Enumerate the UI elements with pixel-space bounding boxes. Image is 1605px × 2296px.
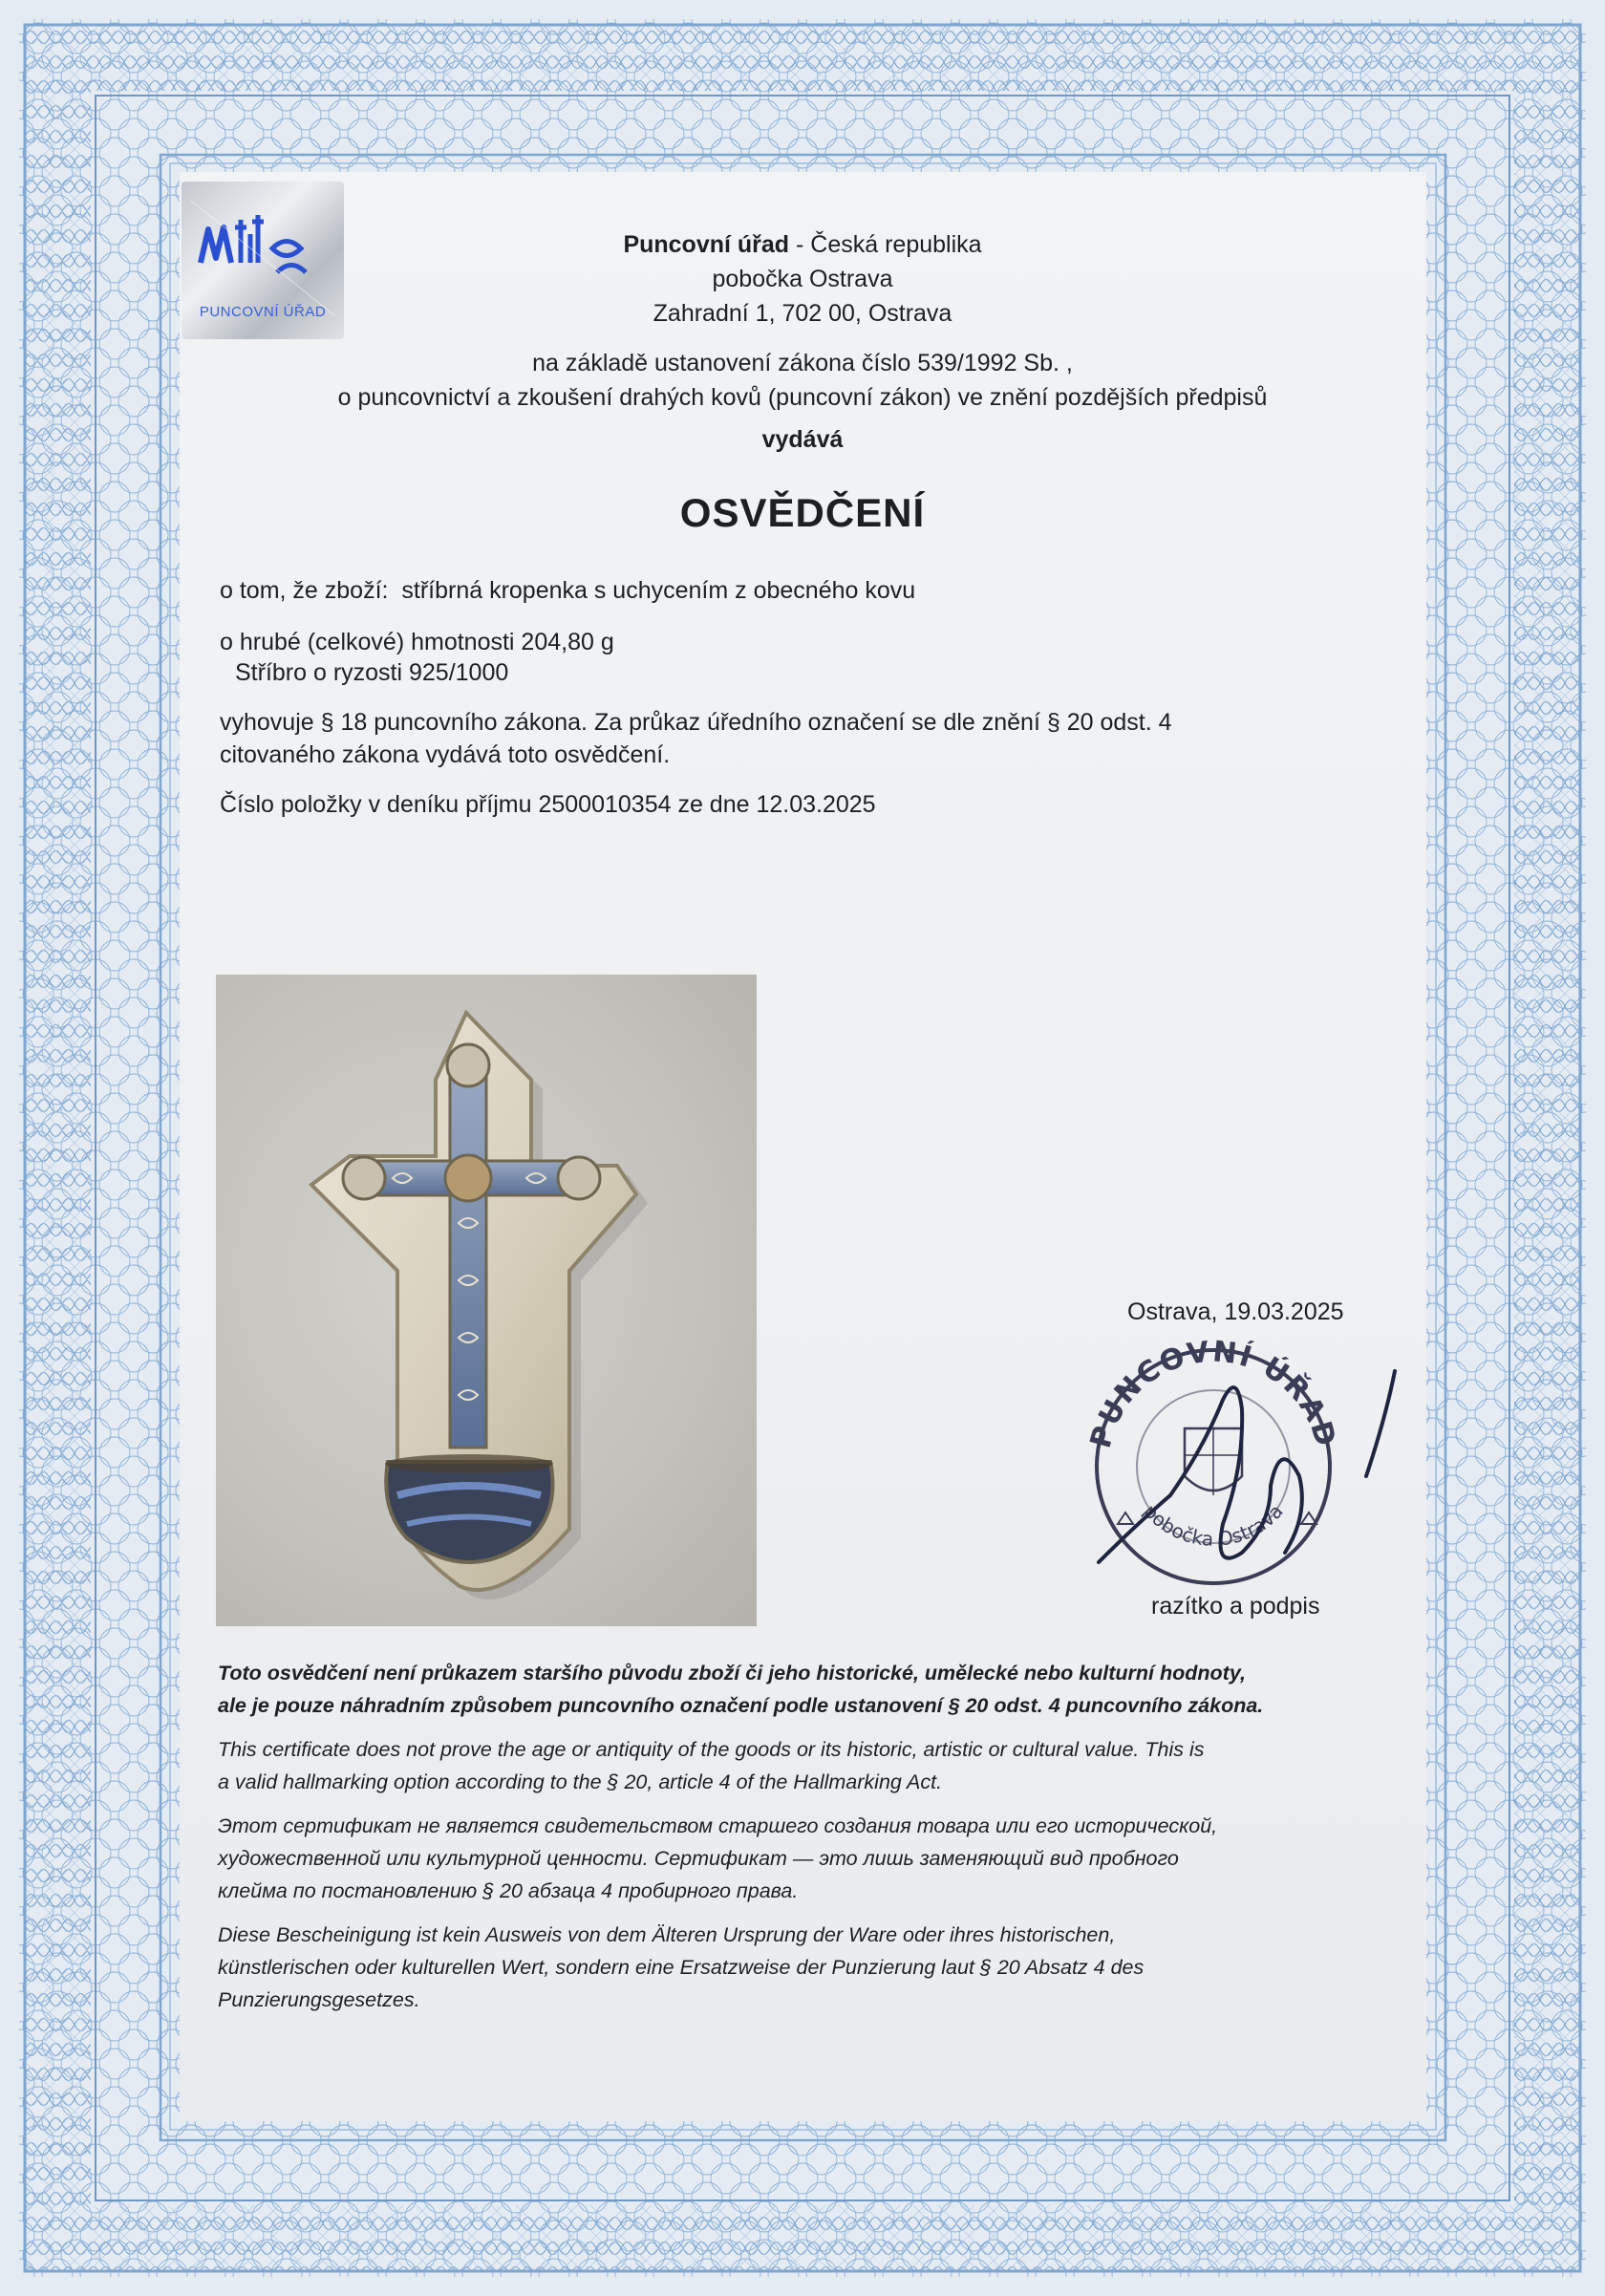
signature-label: razítko a podpis [1151, 1593, 1320, 1620]
issuer-name-bold: Puncovní úřad [623, 231, 790, 258]
legal-basis-line2: o puncovnictví a zkoušení drahých kovů (puncovní zákon) ve znění pozdějších předpisů [337, 384, 1268, 411]
stamp-bottom-text: pobočka Ostrava [1139, 1499, 1288, 1551]
disclaimer-cs-line1: Toto osvědčení není průkazem staršího původu zboží či jeho historické, umělecké nebo kulturní hodnoty, [218, 1662, 1246, 1684]
svg-text:pobočka Ostrava [1139, 1499, 1288, 1550]
disclaimer-ru-line2: художественной или культурной ценности. Сертификат — это лишь заменяющий вид пробного [218, 1847, 1179, 1870]
disclaimer-de-line2: künstlerischen oder kulturellen Wert, sondern eine Ersatzweise der Punzierung laut § 20 Absatz 4 des [218, 1956, 1145, 1979]
place-date: Ostrava, 19.03.2025 [1127, 1298, 1344, 1325]
document-title: OSVĚDČENÍ [679, 490, 926, 535]
disclaimer-ru-line3: клейма по постановлению § 20 абзаца 4 пробирного права. [218, 1879, 799, 1902]
item-lead: o tom, že zboží: [220, 577, 389, 604]
item-fineness: Stříbro o ryzosti 925/1000 [235, 659, 509, 686]
ledger-number: Číslo položky v deníku příjmu 2500010354 ze dne 12.03.2025 [220, 791, 876, 818]
holy-water-font-image [216, 975, 757, 1626]
item-photo [216, 975, 757, 1626]
official-stamp [1080, 1333, 1462, 1620]
issuer-name [287, 227, 1318, 262]
issuer-name-rest: - Česká republika [789, 231, 982, 258]
legal-basis-line1: na základě ustanovení zákona číslo 539/1992 Sb. , [532, 350, 1073, 376]
issues-label: vydává [761, 426, 844, 453]
compliance-line2: citovaného zákona vydává toto osvědčení. [220, 741, 671, 768]
compliance-line1: vyhovuje § 18 puncovního zákona. Za průkaz úředního označení se dle znění § 20 odst. 4 [220, 709, 1172, 736]
disclaimer-en-line1: This certificate does not prove the age or antiquity of the goods or its historic, artistic or cultural value. This is [218, 1738, 1205, 1761]
issuer-branch: pobočka Ostrava [712, 266, 893, 292]
disclaimer-cs-line2: ale je pouze náhradním způsobem puncovního označení podle ustanovení § 20 odst. 4 puncovního zákona. [218, 1694, 1264, 1717]
disclaimer-de-line1: Diese Bescheinigung ist kein Ausweis von dem Älteren Ursprung der Ware oder ihres historischen, [218, 1923, 1116, 1946]
item-weight: o hrubé (celkové) hmotnosti 204,80 g [220, 629, 614, 655]
issuer-address: Zahradní 1, 702 00, Ostrava [653, 300, 952, 327]
item-line [220, 573, 1347, 609]
logo-caption: PUNCOVNÍ ÚŘAD [199, 304, 327, 320]
disclaimer-ru-line1: Этот сертификат не является свидетельством старшего создания товара или его исторической, [218, 1814, 1218, 1837]
stamp-top-text: PUNCOVNÍ ÚŘAD [1083, 1335, 1343, 1452]
disclaimer-de-line3: Punzierungsgesetzes. [218, 1988, 420, 2011]
item-description: stříbrná kropenka s uchycením z obecného kovu [401, 577, 916, 604]
signature-block [1080, 1295, 1462, 1629]
disclaimer-en-line2: a valid hallmarking option according to the § 20, article 4 of the Hallmarking Act. [218, 1770, 943, 1793]
